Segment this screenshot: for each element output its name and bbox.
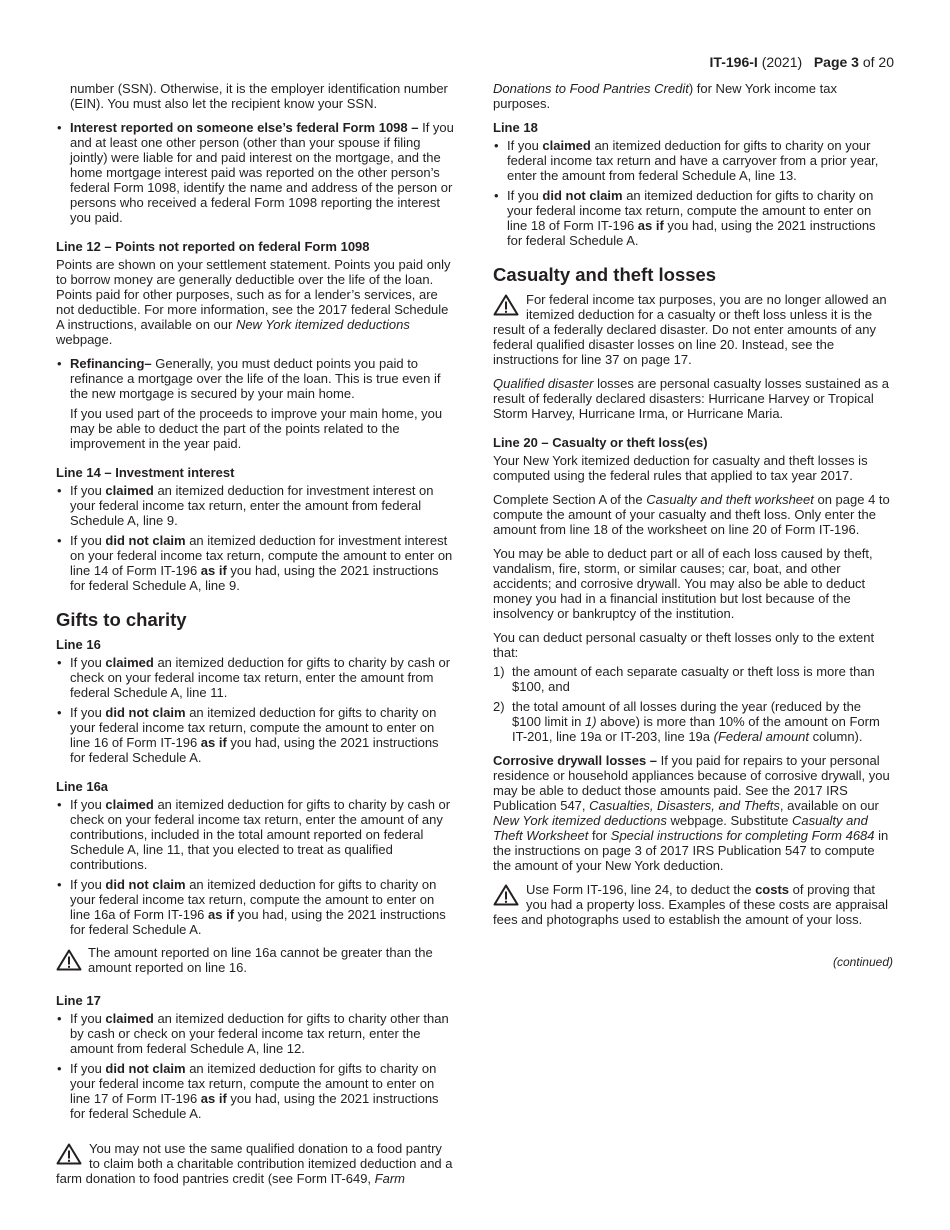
text: webpage. (56, 332, 113, 347)
limits-list (493, 664, 893, 744)
text: If you (70, 483, 106, 498)
emphasis: did not claim (105, 705, 186, 720)
bullet-text: Generally, you must deduct points you paid to refinance a mortgage over the life of the loan. This is true even if the new mortgage is secured by your main home. (70, 356, 441, 401)
text: webpage. Substitute (666, 813, 792, 828)
text: ) for New York income tax purposes. (493, 81, 837, 111)
list-item (56, 877, 456, 937)
text: If you (70, 705, 106, 720)
text: If you (70, 1011, 106, 1026)
emphasis: as if (200, 1091, 227, 1106)
emphasis: did not claim (105, 533, 186, 548)
text: If you (507, 188, 543, 203)
text: If you (70, 1061, 106, 1076)
caution-text: The amount reported on line 16a cannot be greater than the amount reported on line 16. (88, 945, 433, 975)
text: an itemized deduction for investment interest on your federal income tax return, compute the amount to enter on line 14 of Form IT-196 (70, 533, 453, 578)
emphasis: Corrosive drywall losses – (493, 753, 658, 768)
bullet-heading: Interest reported on someone else’s federal Form 1098 – (70, 120, 419, 135)
line16-heading: Line 16 (56, 637, 101, 652)
caution-note-costs (493, 882, 893, 927)
form-year: (2021) (761, 54, 803, 70)
list-item (56, 705, 456, 765)
caution-text-italic: Farm (374, 1171, 405, 1186)
line20-heading: Line 20 – Casualty or theft loss(es) (493, 435, 708, 450)
left-column (56, 81, 456, 1186)
text: Complete Section A of the (493, 492, 647, 507)
text: an itemized deduction for gifts to charity on your federal income tax return, compute the amount to enter on line 17 of Form IT-196 (70, 1061, 437, 1106)
line16-bullets (56, 655, 456, 765)
list-item (56, 533, 456, 593)
text-italic: Qualified disaster (493, 376, 594, 391)
caution-text: For federal income tax purposes, you are no longer allowed an itemized deduction for a casualty or theft loss unless it is the result of a federally declared disaster. Do not enter amounts of any federal qualified disaster losses on line 20. Instead, see the instructions for line 37 on page 17. (493, 292, 887, 367)
text: an itemized deduction for gifts to charity by cash or check on your federal income tax return, enter the amount of any contributions, included in the total amount reported on federal Schedule A, line 11, that you elected to treat as qualified contributions. (70, 797, 451, 872)
casualty-heading: Casualty and theft losses (493, 264, 717, 285)
list-item (56, 120, 456, 225)
line16a-bullets (56, 797, 456, 937)
caution-note-casualty (493, 292, 893, 367)
emphasis: claimed (105, 1011, 154, 1026)
line18-bullets (493, 138, 893, 248)
emphasis: claimed (105, 655, 154, 670)
list-item (56, 797, 456, 872)
page-of: of 20 (862, 54, 894, 70)
line14-bullets (56, 483, 456, 593)
emphasis: as if (200, 563, 227, 578)
emphasis: as if (208, 907, 235, 922)
caution-text: of proving that you had a property loss. Examples of these costs are appraisal fees and photographs used to establish the amount of your loss. (493, 882, 889, 927)
list-number: 1) (493, 664, 505, 679)
text: the total amount of all losses during the year (reduced by the $100 limit in (512, 699, 862, 729)
itemized-deductions-link[interactable]: New York itemized deductions (235, 317, 410, 332)
text: on page 4 to compute the amount of your casualty and theft loss. Only enter the amount from line 18 of the worksheet on line 20 of Form IT-196. (493, 492, 890, 537)
list-item (56, 483, 456, 528)
line17-bullets (56, 1011, 456, 1121)
caution-triangle-icon (56, 1143, 84, 1167)
list-item (493, 188, 893, 248)
form-number: IT-196-I (709, 54, 758, 70)
text: you had, using the 2021 instructions for federal Schedule A. (70, 1091, 439, 1121)
text: an itemized deduction for gifts to charity on your federal income tax return, compute the amount to enter on line 16 of Form IT-196 (70, 705, 437, 750)
gifts-heading: Gifts to charity (56, 609, 187, 630)
continued-label: (continued) (832, 955, 893, 969)
drywall-paragraph (493, 753, 893, 873)
itemized-deductions-link[interactable]: New York itemized deductions (493, 813, 667, 828)
list-item (56, 655, 456, 700)
intro-continued: number (SSN). Otherwise, it is the employer identification number (EIN). You must also let the recipient know your SSN. (70, 81, 448, 111)
interest-bullets (56, 120, 456, 225)
emphasis: claimed (105, 483, 154, 498)
list-item (493, 664, 893, 694)
list-item (56, 1011, 456, 1056)
text: If you (507, 138, 543, 153)
text: an itemized deduction for gifts to charity by cash or check on your federal income tax return, enter the amount from federal Schedule A, line 11. (70, 655, 451, 700)
text: you had, using the 2021 instructions for federal Schedule A. (70, 907, 446, 937)
text: an itemized deduction for gifts to charity on your federal income tax return, compute the amount to enter on line 18 of Form IT-196 (507, 188, 874, 233)
page-label: Page 3 (813, 54, 859, 70)
text-italic: Casualty and theft worksheet (646, 492, 814, 507)
line12-heading: Line 12 – Points not reported on federal Form 1098 (56, 239, 370, 254)
text: Points are shown on your settlement statement. Points you paid only to borrow money are generally deductible over the life of the loan. Points paid for other purposes, such as for a lender’s services, are not deductible. For more information, see the 2017 federal Schedule A instructions, available on our (56, 257, 451, 332)
text: If you (70, 877, 106, 892)
text: you had, using the 2021 instructions for federal Schedule A, line 9. (70, 563, 439, 593)
emphasis: claimed (105, 797, 154, 812)
list-number: 2) (493, 699, 505, 714)
caution-note-16a (56, 945, 456, 975)
emphasis: costs (755, 882, 790, 897)
food-pantry-continued (493, 81, 893, 111)
line20-paragraph-3: You may be able to deduct part or all of each loss caused by theft, vandalism, fire, storm, or similar causes; car, boat, and other accidents; and corrosive drywall. You may also be able to deduct money you had in a financial institution but lost because of the insolvency or bankruptcy of the institution. (493, 546, 873, 621)
line17-heading: Line 17 (56, 993, 101, 1008)
text: an itemized deduction for gifts to charity on your federal income tax return, compute the amount to enter on line 16a of Form IT-196 (70, 877, 437, 922)
text: in the instructions on page 3 of 2017 IRS Publication 547 to compute the amount of your New York deduction. (493, 828, 889, 873)
line20-paragraph-4: You can deduct personal casualty or theft losses only to the extent that: (493, 630, 875, 660)
emphasis: did not claim (542, 188, 623, 203)
text: you had, using the 2021 instructions for federal Schedule A. (507, 218, 876, 248)
emphasis: did not claim (105, 877, 186, 892)
list-item (493, 699, 893, 744)
caution-note-food-pantry (56, 1141, 456, 1186)
caution-triangle-icon (56, 949, 84, 973)
line20-paragraph-2 (493, 492, 893, 537)
text: an itemized deduction for investment interest on your federal income tax return, enter the amount from federal Schedule A, line 9. (70, 483, 434, 528)
list-item (56, 1061, 456, 1121)
caution-text: Use Form IT-196, line 24, to deduct the (526, 882, 756, 897)
text-italic: Special instructions for completing Form 4684 (610, 828, 875, 843)
line18-heading: Line 18 (493, 120, 538, 135)
text: for (588, 828, 611, 843)
emphasis: as if (200, 735, 227, 750)
bullet-text: If you and at least one other person (other than your spouse if filing jointly) were liable for and paid interest on the mortgage, and the home mortgage interest paid was reported on the other person’s federal Form 1098, identify the name and address of the person or persons who received a federal Form 1098 reporting the interest you paid. (70, 120, 454, 225)
text: If you paid for repairs to your personal residence or household appliances because of corrosive drywall, you may be able to deduct those amounts paid. See the 2017 IRS Publication 547, (493, 753, 890, 813)
emphasis: as if (637, 218, 664, 233)
text-italic: Casualties, Disasters, and Thefts (589, 798, 780, 813)
emphasis: did not claim (105, 1061, 186, 1076)
qualified-disaster-paragraph (493, 376, 893, 421)
text: above) is more than 10% of the amount on Form IT-201, line 19a or IT-203, line 19a (512, 714, 880, 744)
bullet-heading: Refinancing– (70, 356, 152, 371)
page-header (710, 54, 894, 70)
text: the amount of each separate casualty or theft loss is more than $100, and (512, 664, 875, 694)
list-item (56, 356, 456, 401)
text: If you (70, 533, 106, 548)
refinancing-paragraph: If you used part of the proceeds to improve your main home, you may be able to deduct the part of the points related to the improvement in the year paid. (70, 406, 443, 451)
text: losses are personal casualty losses sustained as a result of federally declared disasters: Hurricane Harvey or Tropical Storm Harvey, Hurricane Irma, or Hurricane Maria. (493, 376, 889, 421)
line14-heading: Line 14 – Investment interest (56, 465, 235, 480)
line12-paragraph (56, 257, 456, 347)
text-italic: (Federal amount (713, 729, 810, 744)
list-item (493, 138, 893, 183)
text: , available on our (779, 798, 879, 813)
text: an itemized deduction for gifts to charity on your federal income tax return and have a carryover from a prior year, enter the amount from federal Schedule A, line 13. (507, 138, 879, 183)
text: an itemized deduction for gifts to charity other than by cash or check on your federal income tax return, enter the amount from federal Schedule A, line 12. (70, 1011, 449, 1056)
text: column). (809, 729, 863, 744)
caution-triangle-icon (493, 294, 521, 318)
text: If you (70, 797, 106, 812)
refinancing-bullets (56, 356, 456, 401)
right-column (493, 81, 893, 970)
caution-triangle-icon (493, 884, 521, 908)
line16a-heading: Line 16a (56, 779, 109, 794)
text-italic: Casualty and Theft Worksheet (493, 813, 868, 843)
line20-paragraph-1: Your New York itemized deduction for casualty and theft losses is computed using the federal rules that applied to tax year 2017. (493, 453, 868, 483)
text-italic: Donations to Food Pantries Credit (493, 81, 689, 96)
caution-text: You may not use the same qualified donation to a food pantry to claim both a charitable contribution itemized deduction and a farm donation to food pantries credit (see Form IT-649, (56, 1141, 453, 1186)
text: you had, using the 2021 instructions for federal Schedule A. (70, 735, 439, 765)
text-italic: 1) (584, 714, 597, 729)
text: If you (70, 655, 106, 670)
emphasis: claimed (542, 138, 591, 153)
